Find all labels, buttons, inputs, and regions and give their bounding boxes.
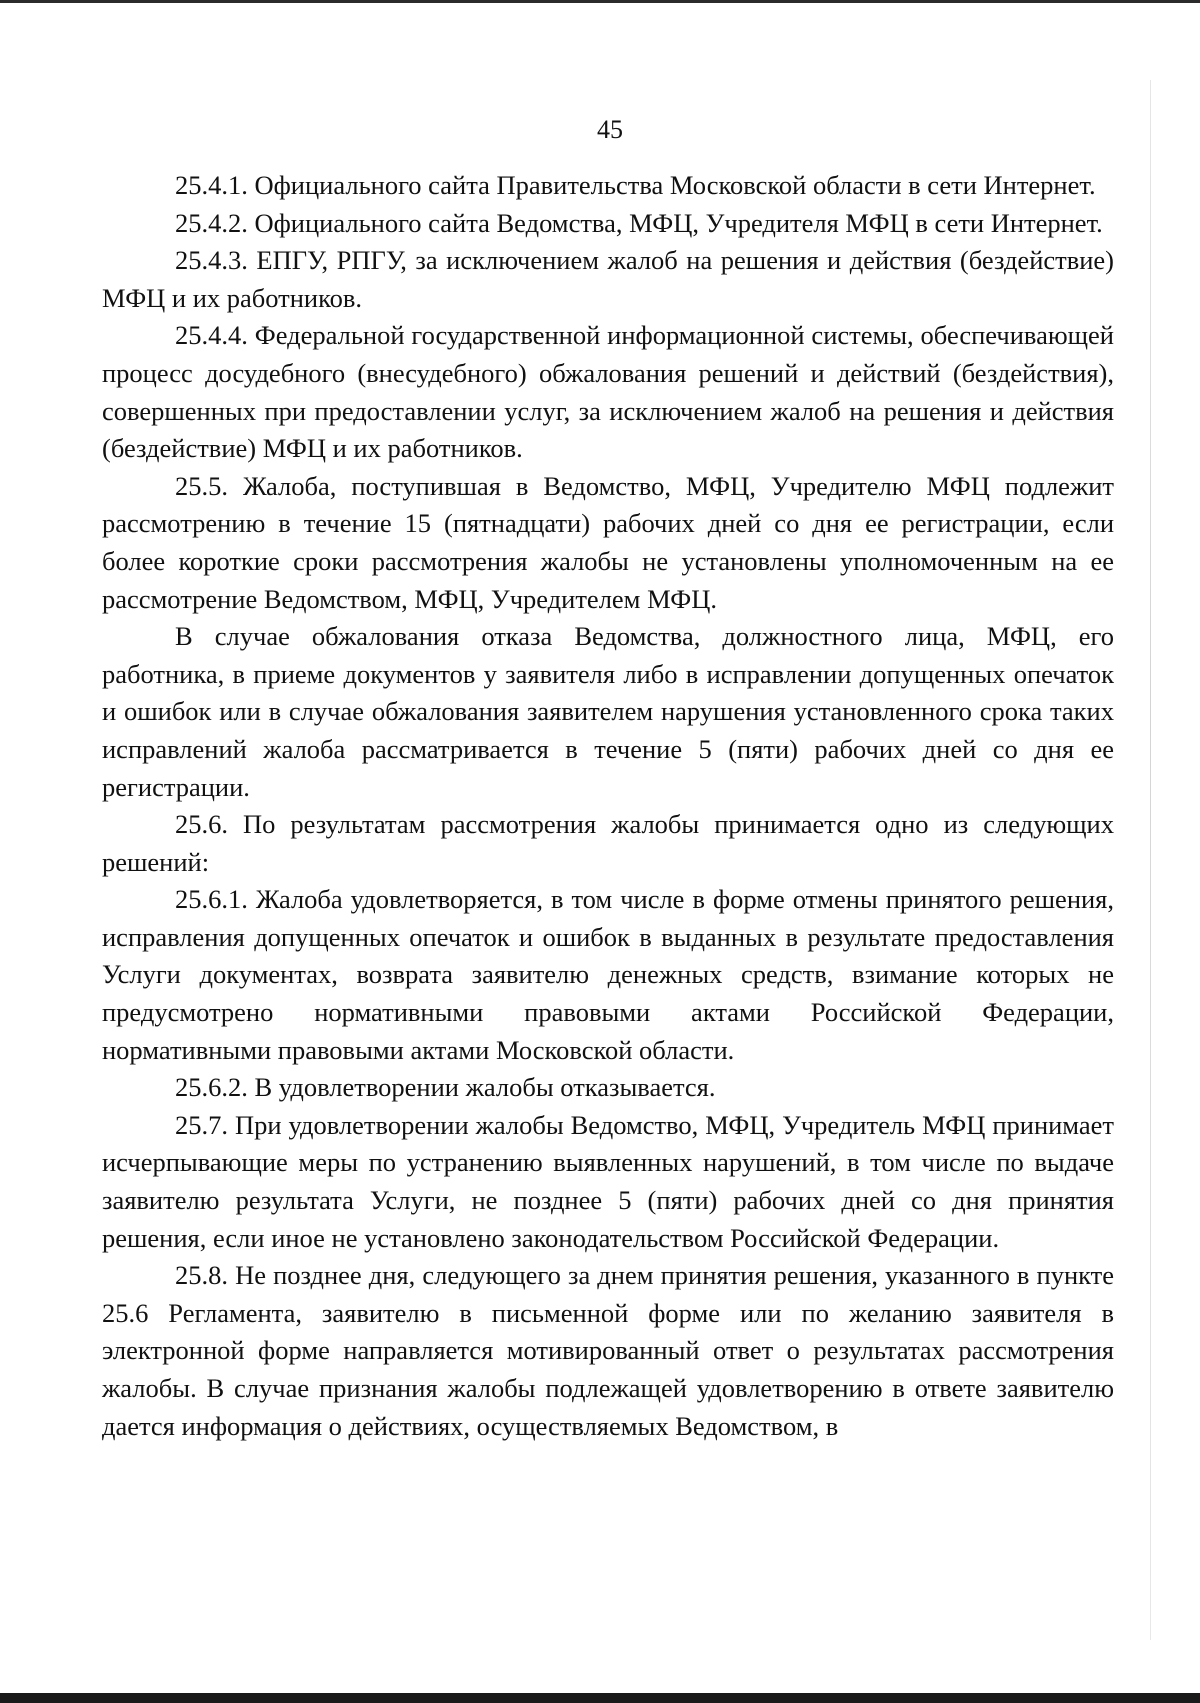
paragraph-25-7: 25.7. При удовлетворении жалобы Ведомство, МФЦ, Учредитель МФЦ принимает исчерпывающие меры по устранению выявленных нарушений, в том числе по выдаче заявителю результата Услуги, не позднее 5 (пяти) рабочих дней со дня принятия решения, если иное не установлено законодательством Российской Федерации. xyxy=(102,1109,1114,1253)
document-body xyxy=(102,167,1114,1445)
scan-bottom-border xyxy=(0,1693,1200,1703)
scan-right-edge xyxy=(1150,80,1151,1640)
paragraph-25-4-2: 25.4.2. Официального сайта Ведомства, МФЦ, Учредителя МФЦ в сети Интернет. xyxy=(175,207,1103,238)
paragraph-25-4-1: 25.4.1. Официального сайта Правительства Московской области в сети Интернет. xyxy=(175,170,1096,200)
paragraph-25-5-appeal: В случае обжалования отказа Ведомства, должностного лица, МФЦ, его работника, в приеме документов у заявителя либо в исправлении допущенных опечаток и ошибок или в случае обжалования заявителем нарушения установленного срока таких исправлений жалоба рассматривается в течение 5 (пяти) рабочих дней со дня ее регистрации. xyxy=(102,621,1114,802)
paragraph-25-6-1: 25.6.1. Жалоба удовлетворяется, в том числе в форме отмены принятого решения, исправления допущенных опечаток и ошибок в выданных в результате предоставления Услуги документах, возврата заявителю денежных средств, взимание которых не предусмотрено нормативными правовыми актами Российской Федерации, нормативными правовыми актами Московской области. xyxy=(102,884,1114,1065)
paragraph-25-6-2: 25.6.2. В удовлетворении жалобы отказывается. xyxy=(175,1072,716,1103)
paragraph-25-4-4: 25.4.4. Федеральной государственной информационной системы, обеспечивающей процесс досудебного (внесудебного) обжалования решений и действий (бездействия), совершенных при предоставлении услуг, за исключением жалоб на решения и действия (бездействие) МФЦ и их работников. xyxy=(102,320,1114,464)
paragraph-25-8: 25.8. Не позднее дня, следующего за днем принятия решения, указанного в пункте 25.6 Регламента, заявителю в письменной форме или по желанию заявителя в электронной форме направляется мотивированный ответ о результатах рассмотрения жалобы. В случае признания жалобы подлежащей удовлетворению в ответе заявителю дается информация о действиях, осуществляемых Ведомством, в xyxy=(102,1260,1114,1441)
paragraph-25-5: 25.5. Жалоба, поступившая в Ведомство, МФЦ, Учредителю МФЦ подлежит рассмотрению в течение 15 (пятнадцати) рабочих дней со дня ее регистрации, если более короткие сроки рассмотрения жалобы не установлены уполномоченным на ее рассмотрение Ведомством, МФЦ, Учредителем МФЦ. xyxy=(102,470,1114,614)
page-number: 45 xyxy=(597,115,623,144)
scan-top-border xyxy=(0,0,1200,3)
paragraph-25-6: 25.6. По результатам рассмотрения жалобы принимается одно из следующих решений: xyxy=(102,809,1114,877)
paragraph-25-4-3: 25.4.3. ЕПГУ, РПГУ, за исключением жалоб на решения и действия (бездействие) МФЦ и их работников. xyxy=(102,245,1114,313)
